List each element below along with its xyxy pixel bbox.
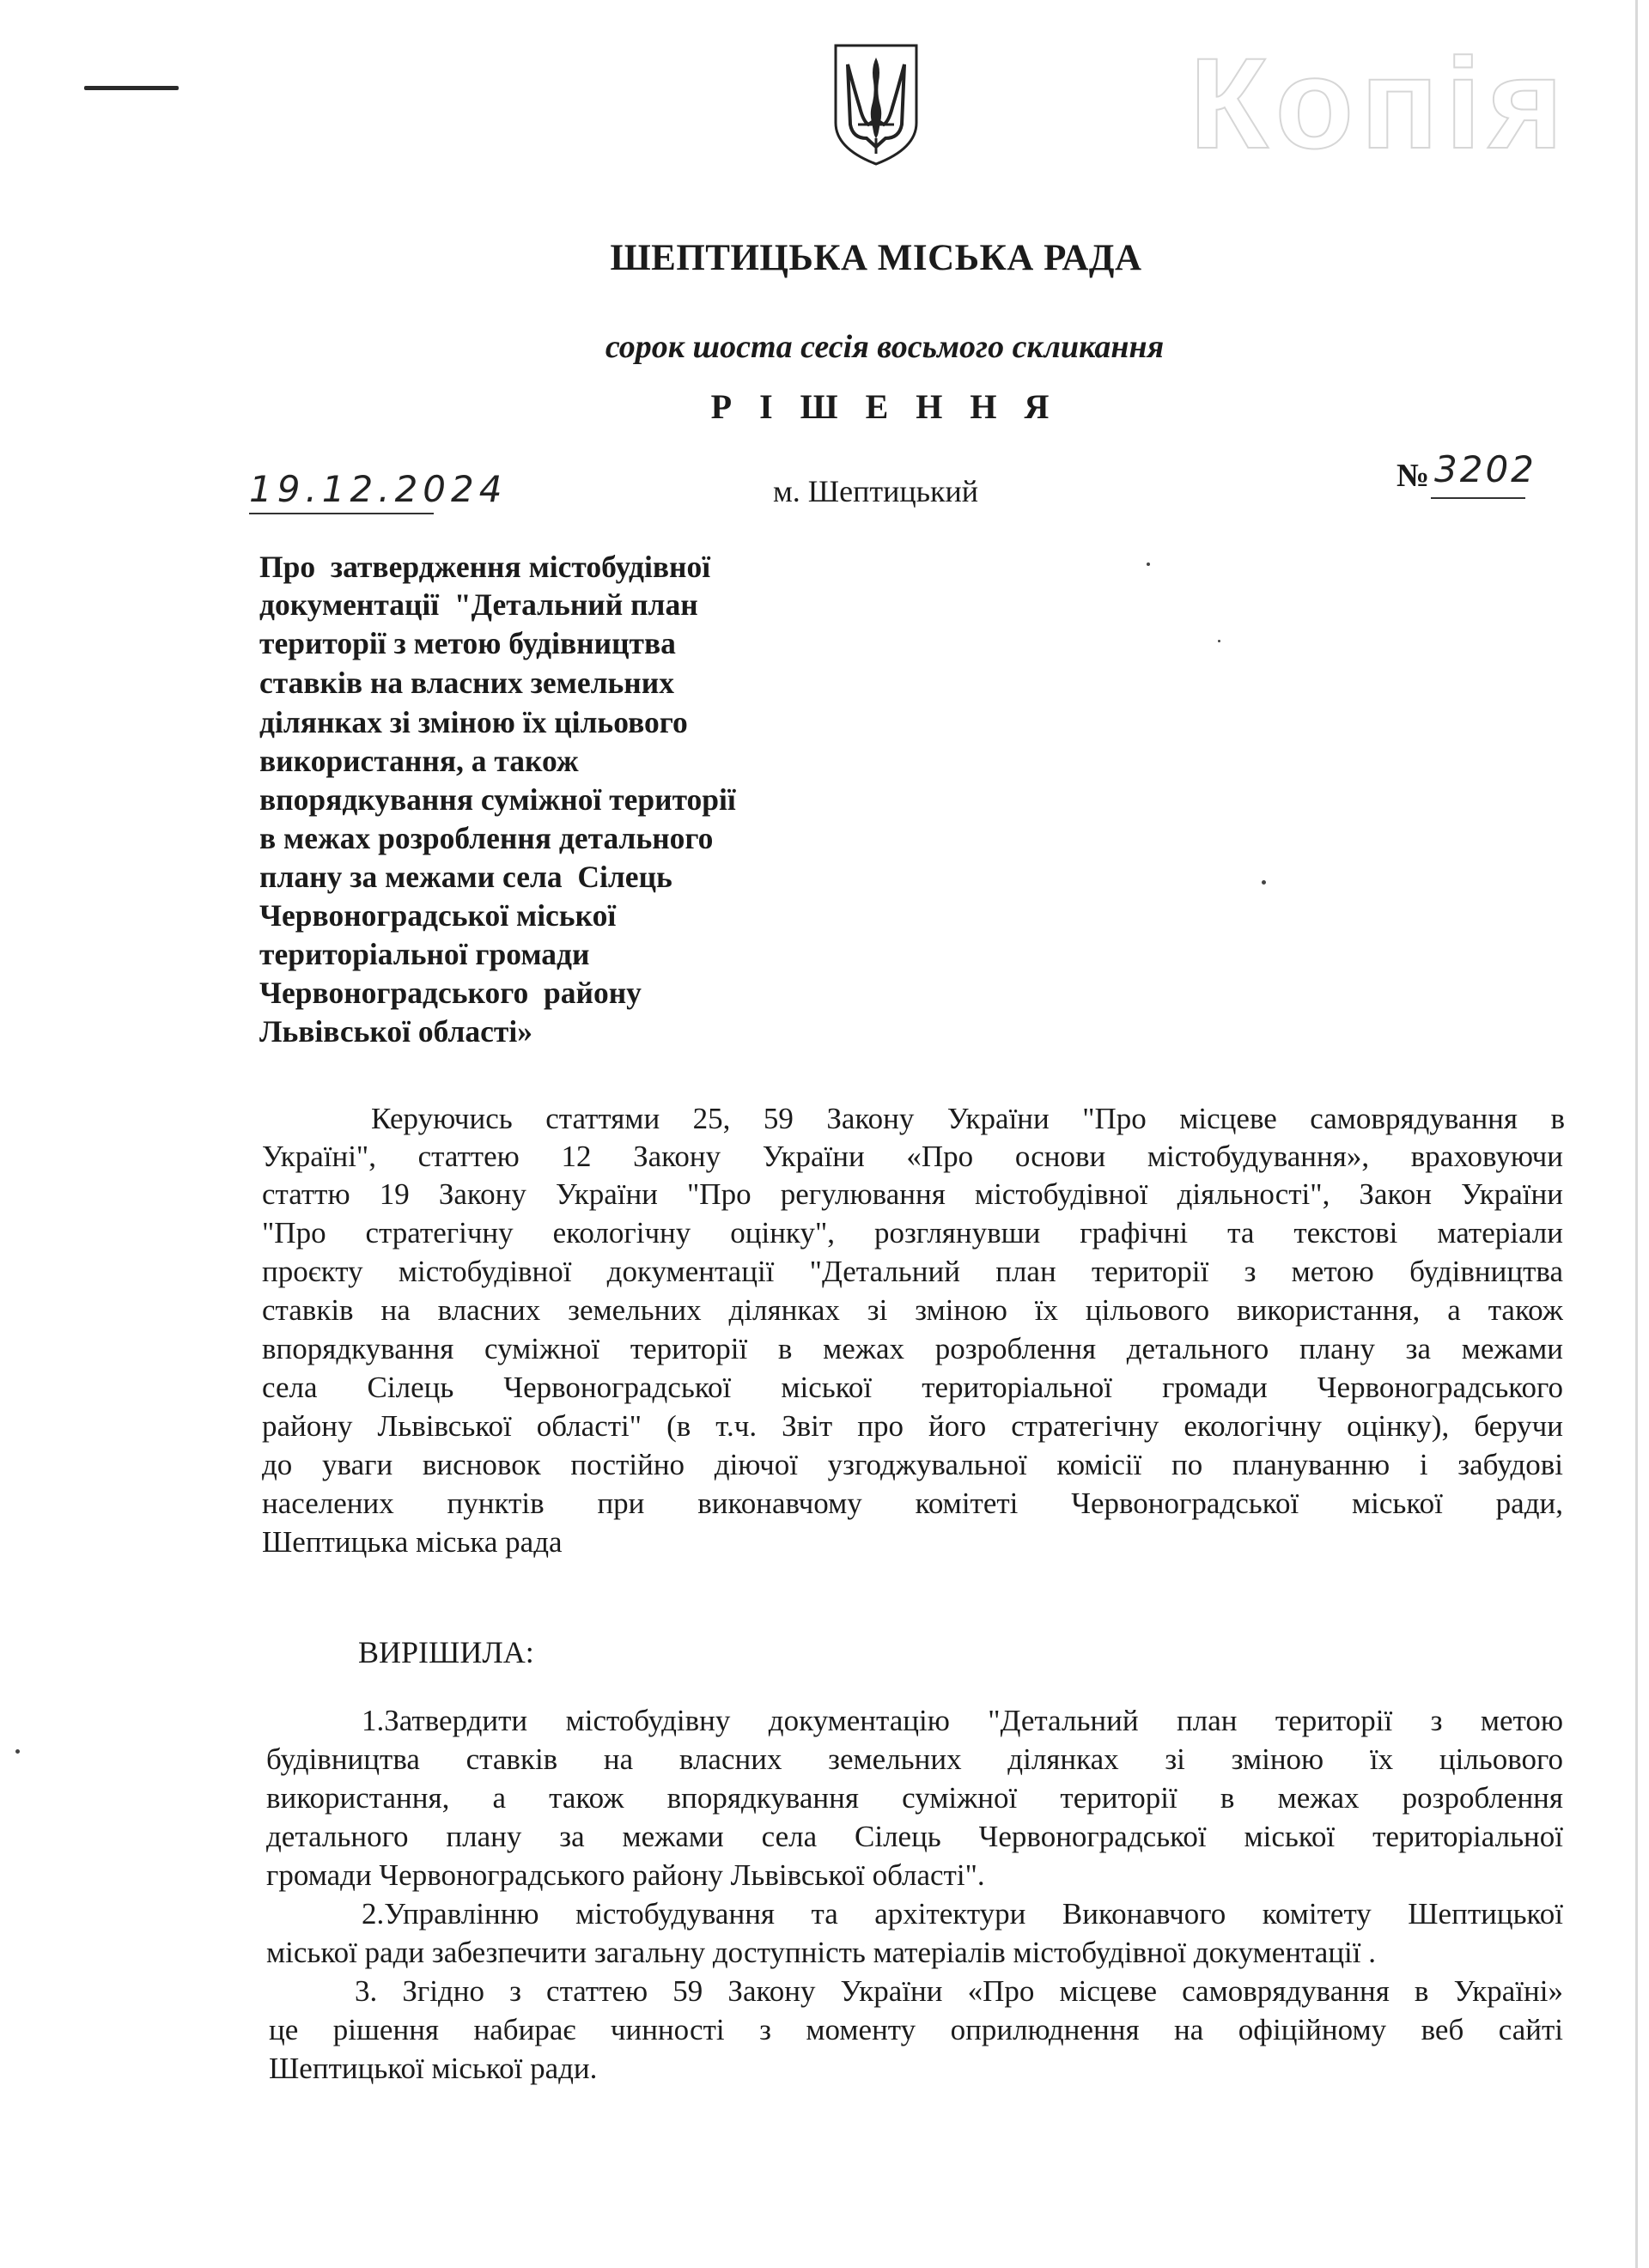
scan-speck — [1262, 880, 1266, 885]
subject-line: Львівської області» — [259, 1014, 532, 1049]
item-line: 3. Згідно з статтею 59 Закону України «Про місцеве самоврядування в Україні» — [355, 1974, 1563, 2008]
subject-line: території з метою будівництва — [259, 626, 676, 660]
session-line: сорок шоста сесія восьмого скликання — [605, 329, 1165, 365]
decision-title: Р І Ш Е Н Н Я — [710, 387, 1059, 426]
subject-line: Червоноградської міської — [259, 898, 617, 933]
item-line: це рішення набирає чинності з моменту оприлюднення на офіційному веб сайті — [269, 2013, 1563, 2046]
subject-line: територіальної громади — [259, 937, 590, 971]
subject-line: ділянках зі зміною їх цільового — [259, 705, 688, 739]
handwritten-number: 3202 — [1434, 448, 1536, 490]
date-underline — [249, 513, 434, 514]
handwritten-date: 19.12.2024 — [249, 468, 508, 510]
item-line: 2.Управлінню містобудування та архітектури Виконавчого комітету Шептицької — [362, 1897, 1563, 1931]
item-line: Шептицької міської ради. — [269, 2052, 598, 2085]
item-line: 1.Затвердити містобудівну документацію "Детальний план території з метою — [362, 1704, 1563, 1737]
subject-line: впорядкування суміжної території — [259, 782, 736, 817]
number-underline — [1431, 497, 1525, 499]
preamble-line: ставків на власних земельних ділянках зі зміною їх цільового використання, а також — [262, 1293, 1563, 1327]
scan-speck — [1147, 562, 1150, 566]
item-line: міської ради забезпечити загальну доступність матеріалів містобудівної документації . — [266, 1936, 1377, 1969]
preamble-line: Україні", статтею 12 Закону України «Про основи містобудування», враховуючи — [262, 1140, 1563, 1173]
subject-line: використання, а також — [259, 744, 579, 778]
subject-line: ставків на власних земельних — [259, 666, 674, 700]
preamble-line: до уваги висновок постійно діючої узгоджувальної комісії по плануванню і забудові — [262, 1448, 1563, 1481]
item-line: використання, а також впорядкування суміжної території в межах розроблення — [266, 1781, 1563, 1815]
subject-line: документації "Детальний план — [259, 587, 698, 622]
preamble-line: району Львівської області" (в т.ч. Звіт про його стратегічну екологічну оцінку), беручи — [262, 1409, 1563, 1443]
copy-stamp: Копія — [1190, 31, 1570, 175]
city-name: м. Шептицький — [773, 474, 979, 508]
number-label: № — [1396, 458, 1430, 494]
subject-line: в межах розроблення детального — [259, 821, 714, 855]
preamble-line: Шептицька міська рада — [262, 1525, 563, 1559]
item-line: громади Червоноградського району Львівської області". — [266, 1858, 985, 1892]
scan-mark — [84, 86, 179, 90]
preamble-line: проєкту містобудівної документації "Детальний план території з метою будівництва — [262, 1255, 1563, 1288]
subject-line: Червоноградського району — [259, 976, 642, 1010]
council-name: ШЕПТИЦЬКА МІСЬКА РАДА — [610, 238, 1142, 278]
preamble-line: Керуючись статтями 25, 59 Закону України "Про місцеве самоврядування в — [371, 1102, 1565, 1135]
preamble-line: "Про стратегічну екологічну оцінку", розглянувши графічні та текстові матеріали — [262, 1216, 1563, 1250]
item-line: будівництва ставків на власних земельних ділянках зі зміною їх цільового — [266, 1742, 1563, 1776]
subject-line: плану за межами села Сілець — [259, 860, 672, 894]
resolved-label: ВИРІШИЛА: — [358, 1635, 534, 1669]
scan-speck — [15, 1749, 20, 1754]
preamble-line: статтю 19 Закону України "Про регулювання містобудівної діяльності", Закон України — [262, 1177, 1563, 1211]
preamble-line: впорядкування суміжної території в межах розроблення детального плану за межами — [262, 1332, 1563, 1365]
scan-speck — [1218, 640, 1220, 642]
preamble-line: населених пунктів при виконавчому комітеті Червоноградської міської ради, — [262, 1487, 1563, 1520]
subject-line: Про затвердження містобудівної — [259, 550, 711, 584]
coat-of-arms-icon — [829, 39, 923, 167]
item-line: детального плану за межами села Сілець Червоноградської міської територіальної — [266, 1820, 1563, 1853]
preamble-line: села Сілець Червоноградської міської територіальної громади Червоноградського — [262, 1371, 1563, 1404]
